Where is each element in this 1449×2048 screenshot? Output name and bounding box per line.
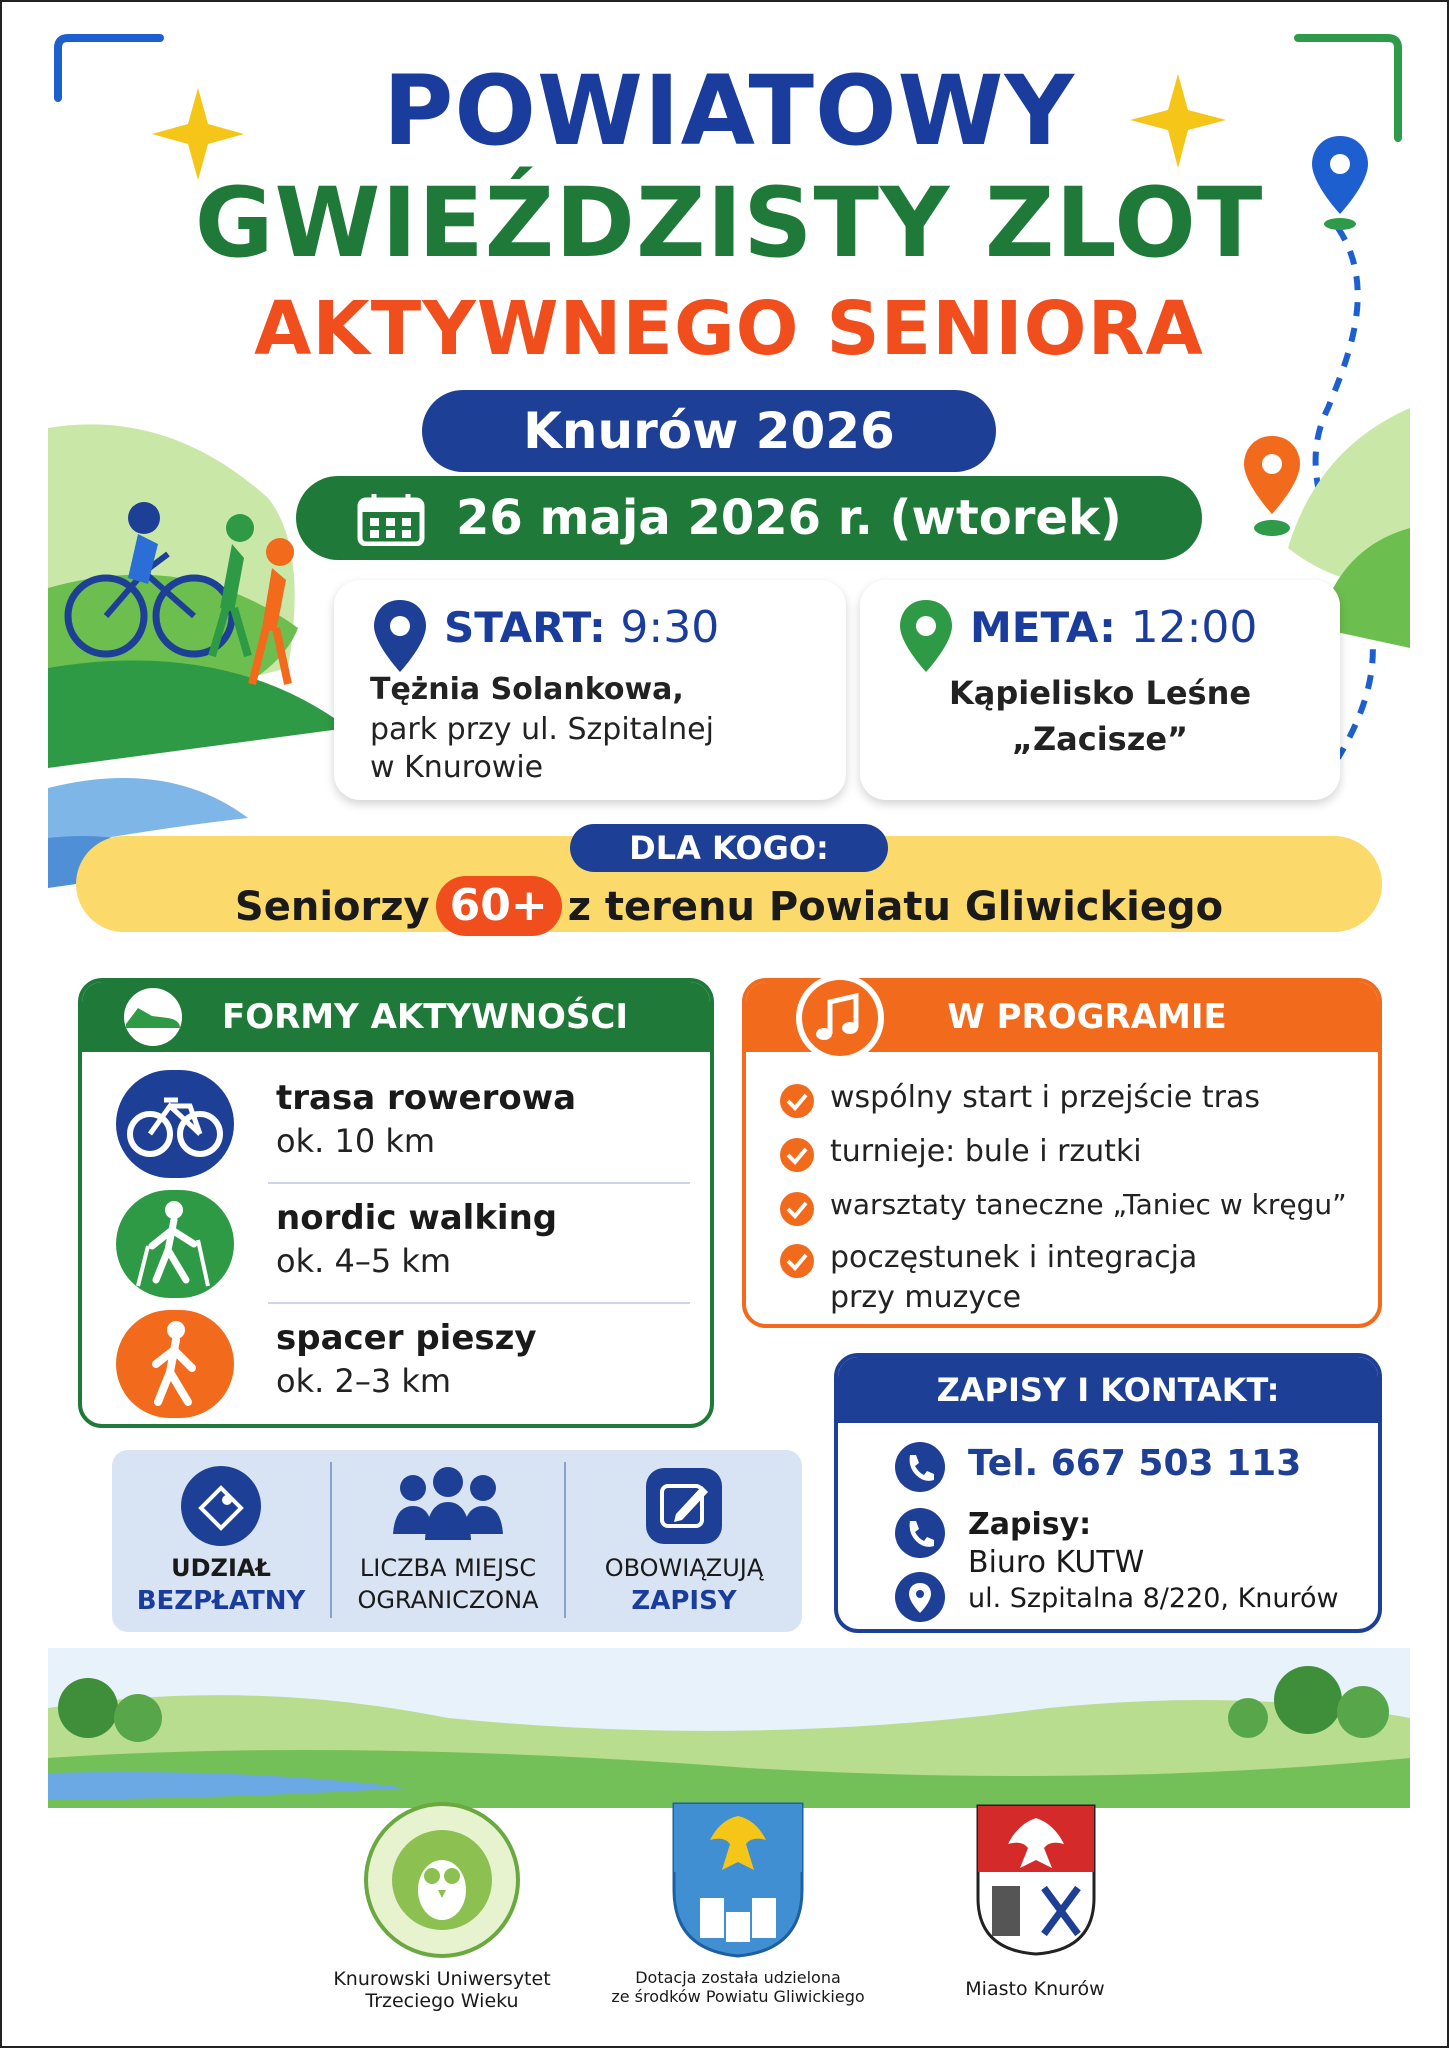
poster bbox=[48, 28, 1410, 1808]
phone-icon bbox=[894, 1441, 946, 1493]
meta-label: META: bbox=[970, 603, 1116, 652]
music-note-icon bbox=[790, 968, 890, 1068]
group-icon bbox=[383, 1464, 513, 1548]
title-line-3: AKTYWNEGO SENIORA bbox=[254, 286, 1204, 372]
program-title: W PROGRAMIE bbox=[947, 997, 1227, 1037]
start-time: 9:30 bbox=[620, 602, 720, 653]
kutw-caption: Knurowski Uniwersytet Trzeciego Wieku bbox=[333, 1968, 551, 2012]
activity-forms-title: FORMY AKTYWNOŚCI bbox=[222, 997, 629, 1037]
contact-header: ZAPISY I KONTAKT: bbox=[838, 1357, 1378, 1423]
feature-registration: OBOWIĄZUJĄ ZAPISY bbox=[566, 1450, 802, 1632]
contact-phone: Tel. 667 503 113 bbox=[968, 1443, 1302, 1484]
contact-zapisy-label: Zapisy: bbox=[968, 1507, 1092, 1542]
powiat-coat-of-arms bbox=[670, 1800, 806, 1960]
date-pill bbox=[296, 476, 1202, 560]
activity-distance: ok. 4–5 km bbox=[276, 1242, 452, 1280]
features-strip bbox=[112, 1450, 802, 1632]
activity-name: spacer pieszy bbox=[276, 1318, 537, 1358]
program-item: turnieje: bule i rzutki bbox=[778, 1134, 1142, 1169]
activity-name: trasa rowerowa bbox=[276, 1078, 577, 1118]
meta-card bbox=[860, 580, 1340, 800]
start-label: START: bbox=[444, 603, 606, 652]
start-place-line-3: w Knurowie bbox=[370, 750, 544, 785]
audience-before: Seniorzy bbox=[234, 884, 430, 930]
checkmark-icon bbox=[778, 1136, 816, 1174]
activity-name: nordic walking bbox=[276, 1198, 558, 1238]
contact-box bbox=[834, 1353, 1382, 1633]
edit-icon bbox=[642, 1464, 726, 1548]
bicycle-icon bbox=[116, 1070, 234, 1178]
activity-forms-header bbox=[82, 982, 710, 1052]
nordic-walking-icon bbox=[116, 1190, 234, 1298]
program-header bbox=[746, 982, 1378, 1052]
start-card bbox=[334, 580, 846, 800]
activity-item bbox=[82, 1304, 710, 1424]
contact-office: Biuro KUTW bbox=[968, 1545, 1145, 1580]
calendar-icon bbox=[356, 492, 426, 546]
contact-address: ul. Szpitalna 8/220, Knurów bbox=[968, 1583, 1339, 1614]
activity-item bbox=[82, 1184, 710, 1304]
title-line-2: GWIEŹDZISTY ZLOT bbox=[194, 167, 1264, 279]
checkmark-icon bbox=[778, 1082, 816, 1120]
activity-distance: ok. 2–3 km bbox=[276, 1362, 452, 1400]
age-badge: 60+ bbox=[436, 876, 562, 936]
audience-text bbox=[48, 876, 1410, 936]
city-year-pill: Knurów 2026 bbox=[422, 390, 996, 472]
program-box bbox=[742, 978, 1382, 1328]
checkmark-icon bbox=[778, 1190, 816, 1228]
start-place-line-2: park przy ul. Szpitalnej bbox=[370, 712, 714, 747]
program-item: warsztaty taneczne „Taniec w kręgu” bbox=[778, 1188, 1347, 1221]
program-item-continuation: przy muzyce bbox=[830, 1280, 1022, 1315]
knurow-coat-of-arms bbox=[974, 1802, 1098, 1958]
powiat-caption: Dotacja została udzielona ze środków Powiatu Gliwickiego bbox=[611, 1968, 865, 2006]
feature-limited: LICZBA MIEJSC OGRANICZONA bbox=[332, 1450, 564, 1632]
meta-time: 12:00 bbox=[1130, 602, 1258, 653]
walking-icon bbox=[116, 1310, 234, 1418]
meta-header bbox=[970, 602, 1257, 653]
activity-item bbox=[82, 1064, 710, 1184]
activity-forms-box bbox=[78, 978, 714, 1428]
program-item: wspólny start i przejście tras bbox=[778, 1080, 1260, 1115]
audience-label: DLA KOGO: bbox=[570, 824, 888, 872]
meta-place-line-1: Kąpielisko Leśne bbox=[948, 674, 1252, 712]
phone-icon bbox=[894, 1507, 946, 1559]
location-icon bbox=[894, 1571, 946, 1623]
ticket-icon bbox=[179, 1464, 263, 1548]
seniors-illustration bbox=[48, 488, 308, 688]
date-text: 26 maja 2026 r. (wtorek) bbox=[456, 490, 1122, 546]
checkmark-icon bbox=[778, 1242, 816, 1280]
start-place-line-1: Tężnia Solankowa, bbox=[370, 672, 684, 707]
title-line-1: POWIATOWY bbox=[383, 55, 1075, 167]
miasto-caption: Miasto Knurów bbox=[965, 1978, 1105, 2000]
program-item: poczęstunek i integracja bbox=[778, 1240, 1197, 1275]
activity-distance: ok. 10 km bbox=[276, 1122, 436, 1160]
feature-free: UDZIAŁ BEZPŁATNY bbox=[112, 1450, 330, 1632]
kutw-logo bbox=[362, 1800, 522, 1960]
map-pin-orange-icon bbox=[1240, 432, 1304, 542]
start-header bbox=[444, 602, 719, 653]
map-pin-icon bbox=[896, 598, 956, 674]
map-pin-icon bbox=[370, 598, 430, 674]
audience-after: z terenu Powiatu Gliwickiego bbox=[567, 884, 1224, 930]
meta-place-line-2: „Zacisze” bbox=[1011, 720, 1189, 758]
sneaker-icon bbox=[108, 988, 198, 1046]
